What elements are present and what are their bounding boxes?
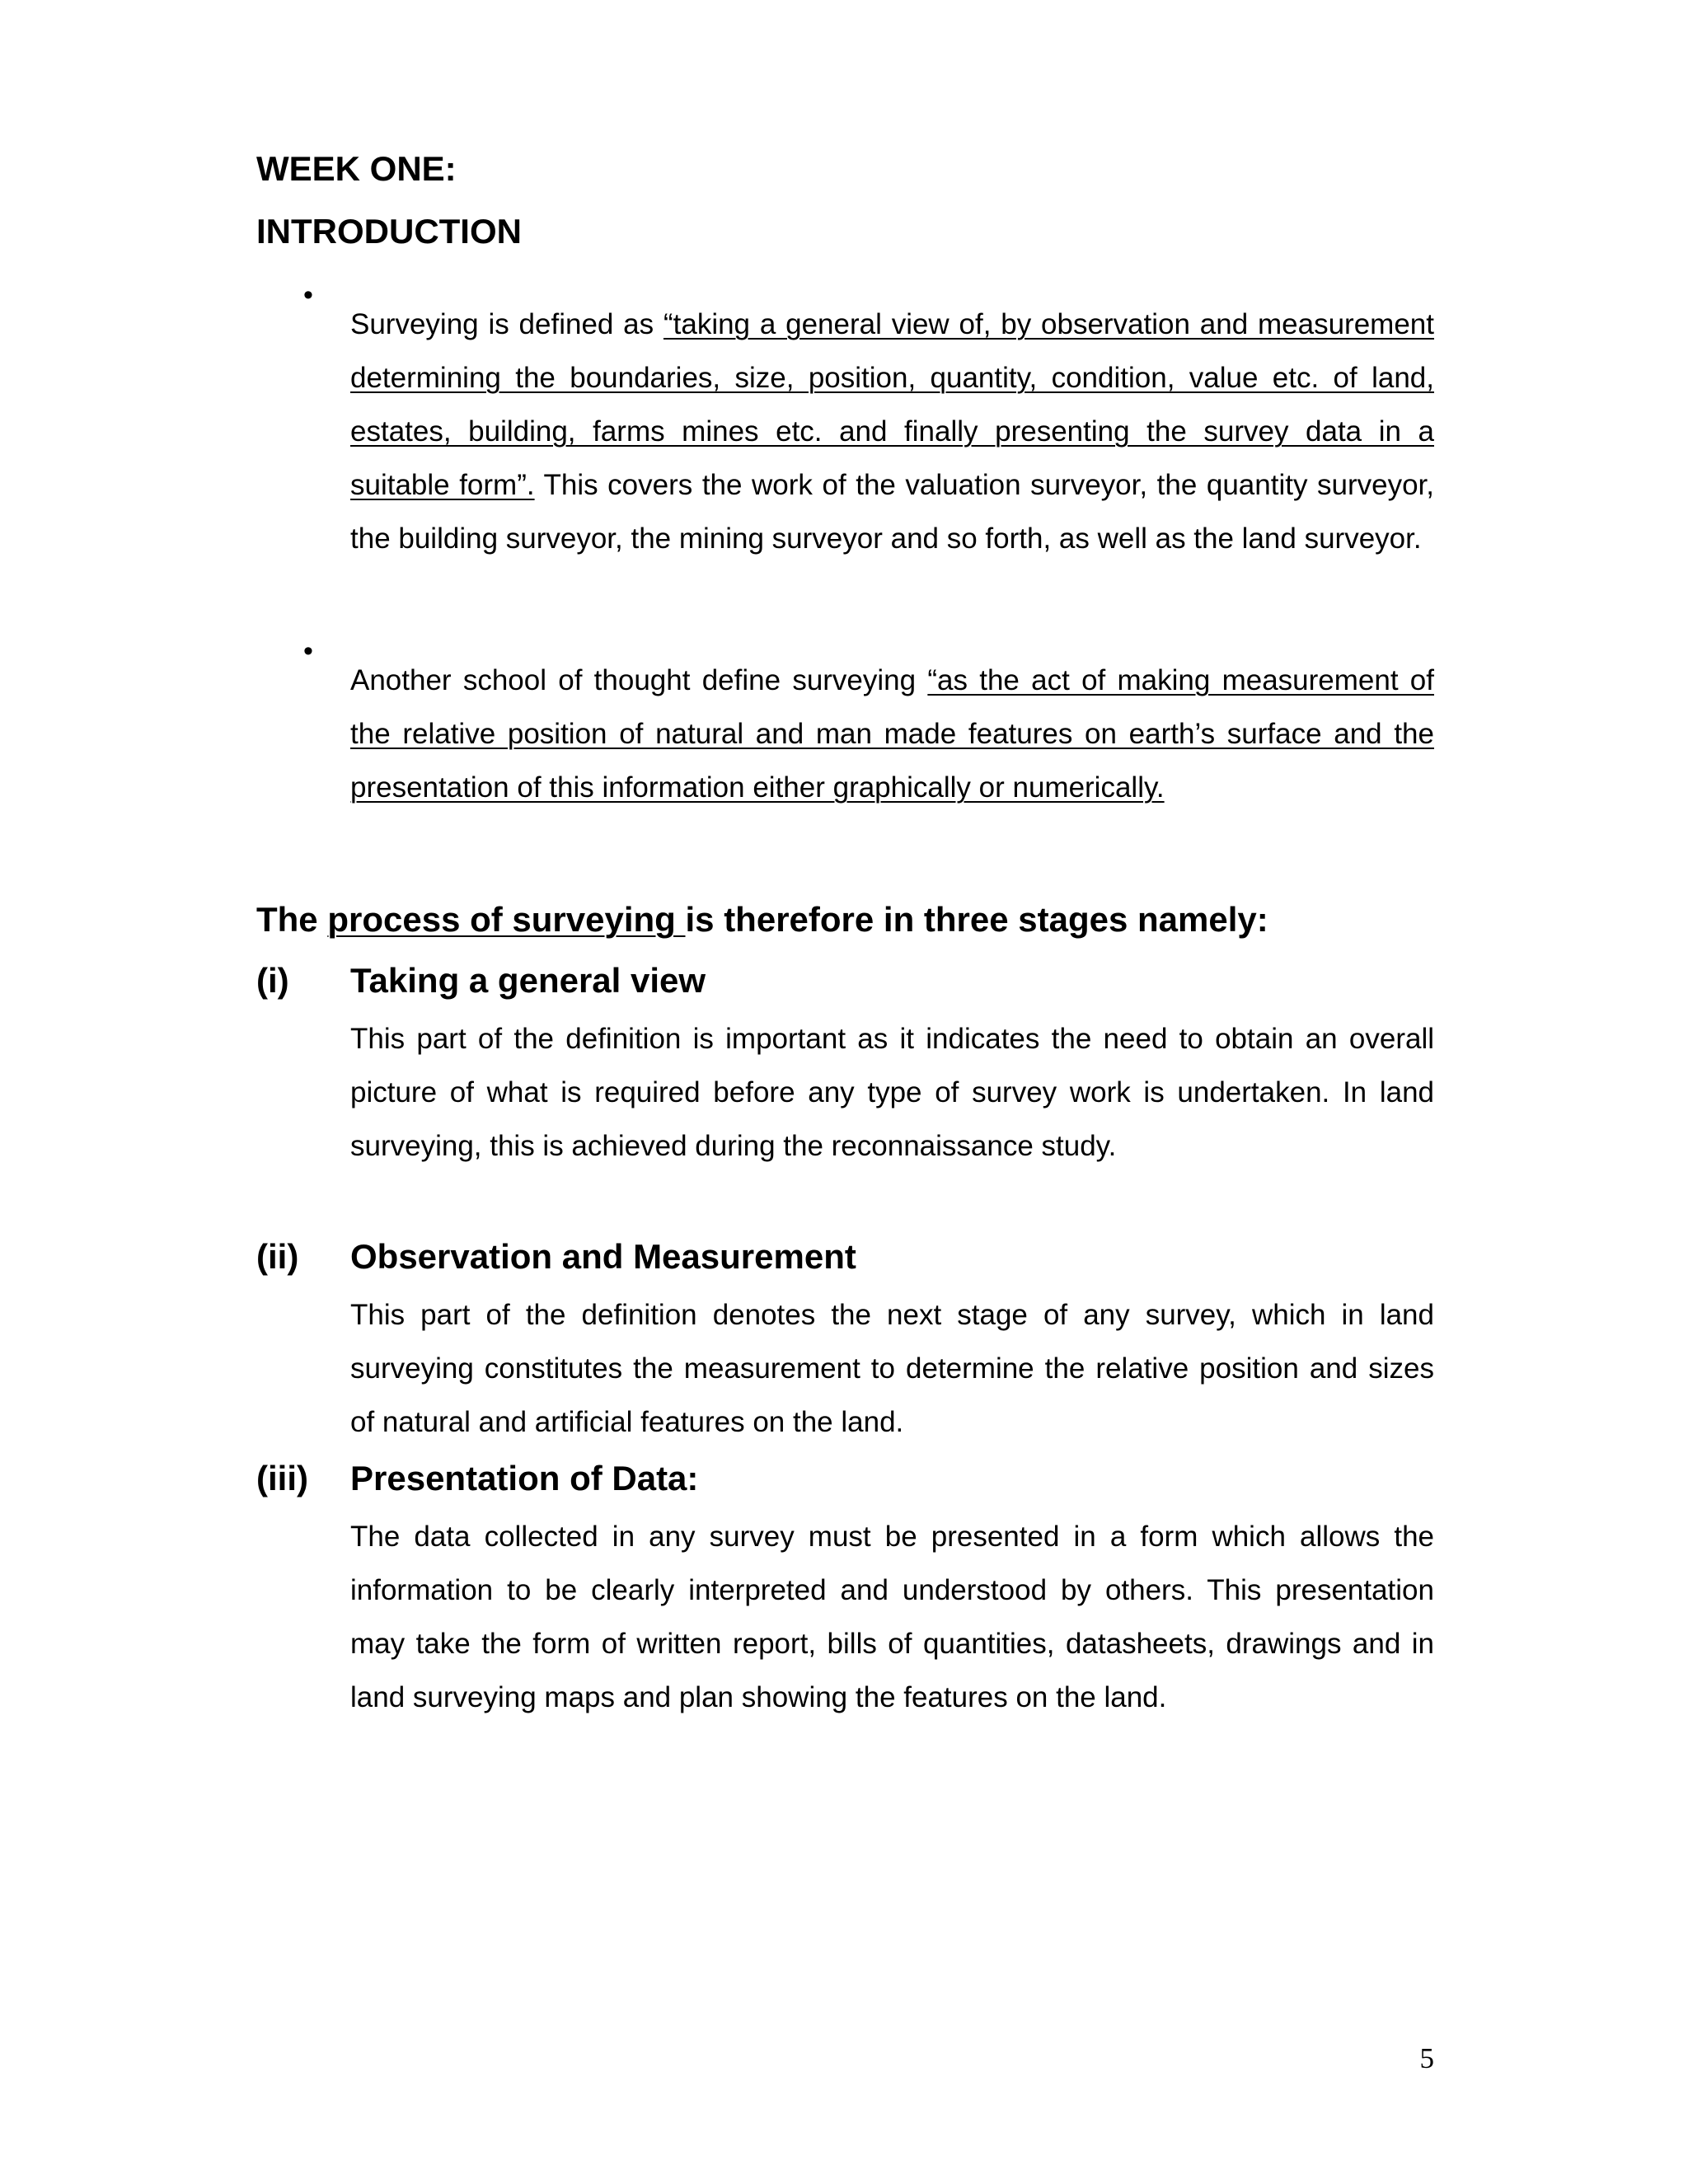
stage-title: Presentation of Data: bbox=[350, 1459, 699, 1497]
bullet-definition-quote: “as the act of making measurement of the relative position of natural and man made features on earth’s surface and the presentation of this information either graphically or numerically. bbox=[350, 664, 1434, 804]
introduction-heading: INTRODUCTION bbox=[256, 212, 522, 251]
bullet-tail-text: This covers the work of the valuation surveyor, the quantity surveyor, the building surveyor, the mining surveyor and so forth, as well as the land surveyor. bbox=[350, 469, 1434, 555]
stage-number: (i) bbox=[256, 961, 289, 1000]
stage-body: The data collected in any survey must be presented in a form which allows the information to be clearly interpreted and understood by others. This presentation may take the form of written report, bills of quantities, datasheets, drawings and in land surveying maps and plan showing the features on the land. bbox=[350, 1521, 1434, 1713]
bullet-symbol: • bbox=[303, 279, 313, 311]
bullet-paragraph bbox=[350, 298, 1434, 565]
bullet-symbol: • bbox=[303, 635, 313, 667]
week-heading: WEEK ONE: bbox=[256, 149, 457, 188]
stage-number: (iii) bbox=[256, 1459, 308, 1497]
page-number: 5 bbox=[1419, 2042, 1434, 2074]
bullet-definition-quote: “taking a general view of, by observation and measurement determining the boundaries, size, position, quantity, condition, value etc. of land, estates, building, farms mines etc. and finally presenting the survey data in a suitable form”. bbox=[350, 308, 1434, 501]
process-underlined: process of surveying bbox=[327, 900, 686, 939]
bullet-lead-text: Another school of thought define surveying bbox=[350, 664, 928, 696]
stage-body: This part of the definition is important as it indicates the need to obtain an overall picture of what is required before any type of survey work is undertaken. In land surveying, this is achieved during the reconnaissance study. bbox=[350, 1023, 1434, 1162]
stage-number: (ii) bbox=[256, 1237, 299, 1276]
process-lead: The bbox=[256, 900, 328, 939]
bullet-lead-text: Surveying is defined as bbox=[350, 308, 663, 340]
stage-body: This part of the definition denotes the next stage of any survey, which in land surveying constitutes the measurement to determine the relative position and sizes of natural and artificial features on the land. bbox=[350, 1299, 1434, 1438]
process-tail: is therefore in three stages namely: bbox=[685, 900, 1268, 939]
bullet-paragraph bbox=[350, 654, 1434, 814]
stage-title: Taking a general view bbox=[350, 961, 706, 1000]
stage-title: Observation and Measurement bbox=[350, 1237, 856, 1276]
process-heading bbox=[256, 897, 1268, 943]
